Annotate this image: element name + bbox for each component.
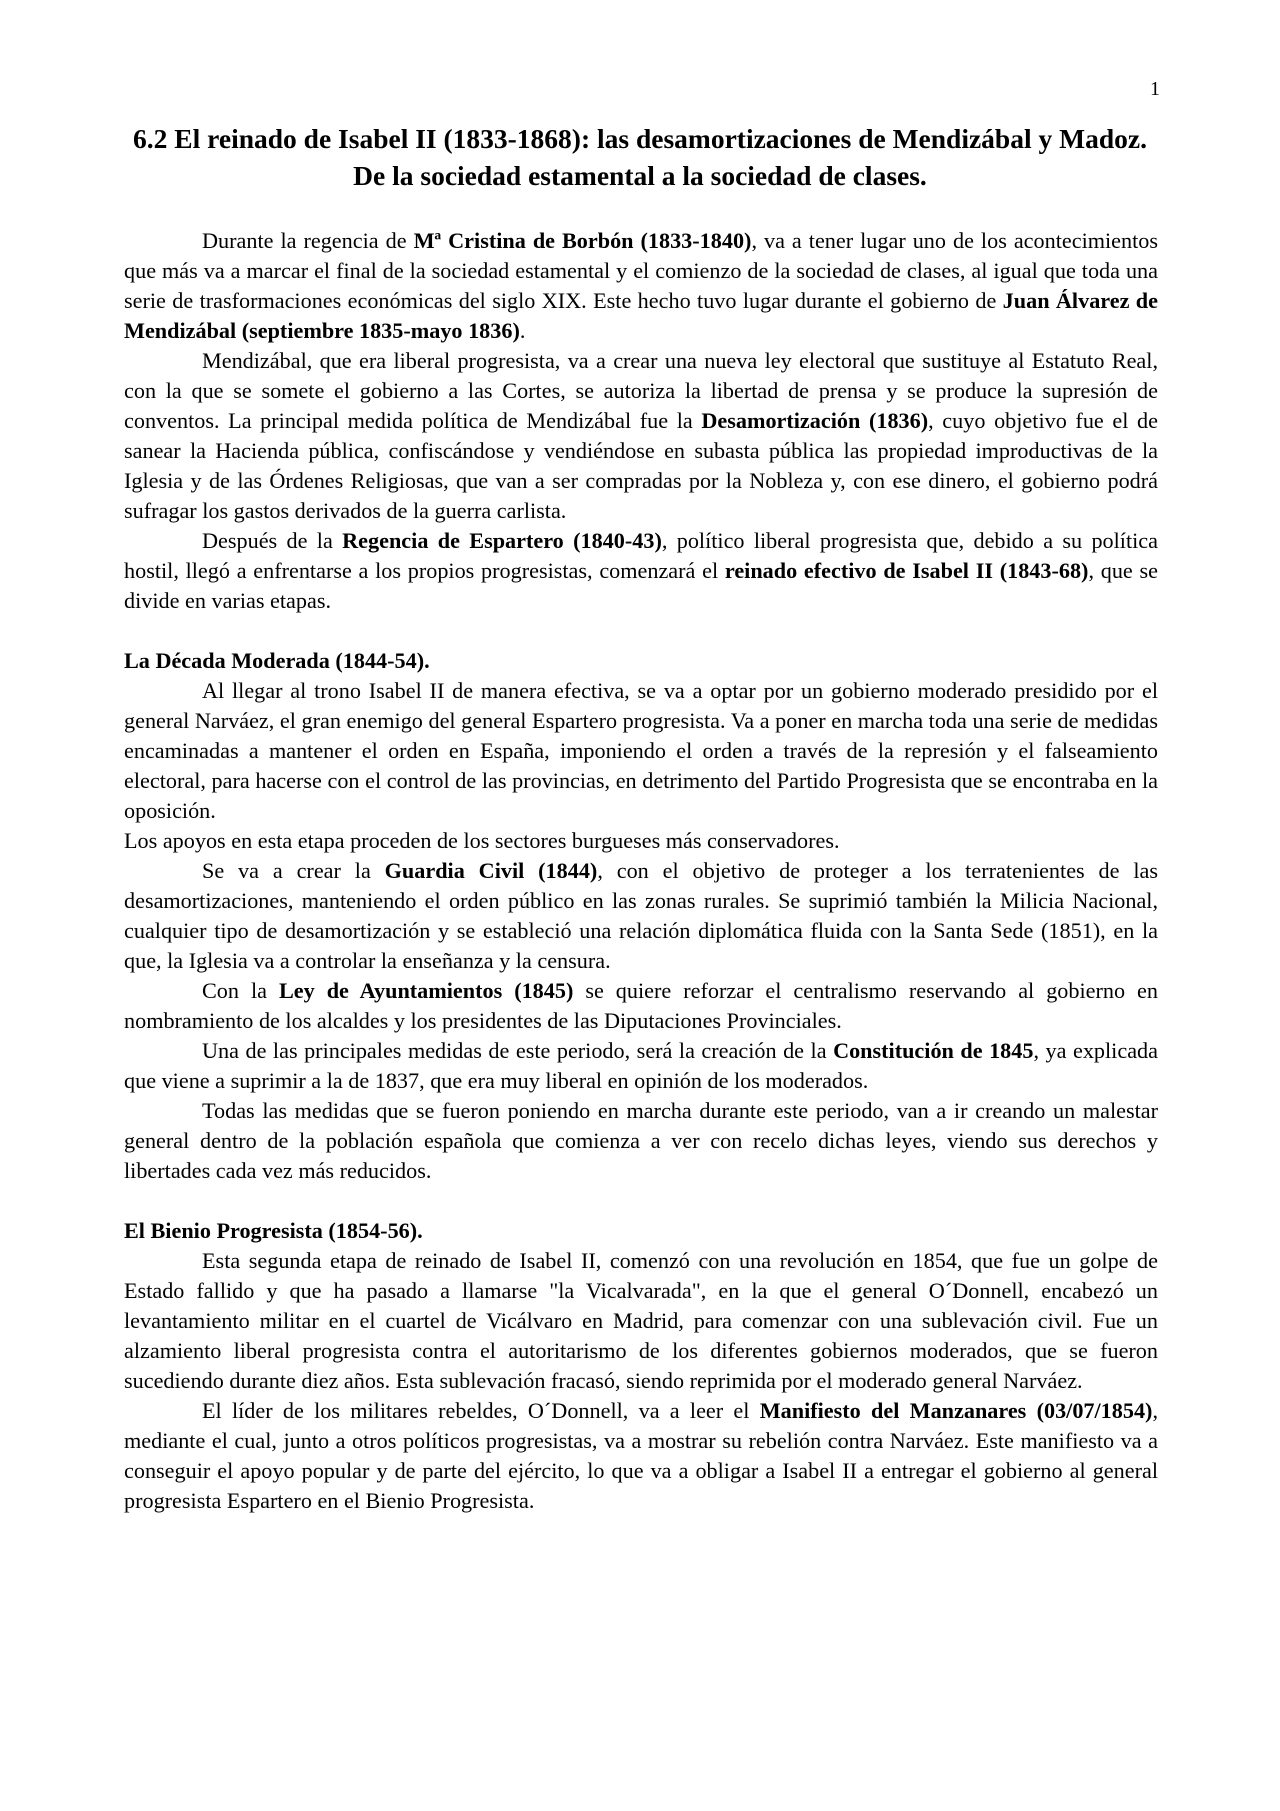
intro-paragraph-3: [124, 526, 1158, 616]
bienio-paragraph-2: [124, 1396, 1158, 1516]
section-heading-decada: La Década Moderada (1844-54).: [124, 648, 430, 673]
text-run: , ya explicada que viene a suprimir a la de 1837, que era muy liberal en opinión de los moderados.: [124, 1038, 1158, 1093]
bold-run: Guardia Civil (1844): [384, 858, 598, 883]
text-run: Se va a crear la: [202, 858, 385, 883]
text-run: El líder de los militares rebeldes, O´Donnell, va a leer el: [202, 1398, 760, 1423]
decada-paragraph-3: [124, 856, 1158, 976]
text-run: Durante la regencia de: [202, 228, 414, 253]
decada-paragraph-5: [124, 1036, 1158, 1096]
section-heading-bienio: El Bienio Progresista (1854-56).: [124, 1218, 423, 1243]
text-run: Después de la: [202, 528, 343, 553]
bold-run: Regencia de Espartero (1840-43): [342, 528, 662, 553]
page-number: 1: [1150, 78, 1160, 100]
text-run: , cuyo objetivo fue el de sanear la Hacienda pública, confiscándose y vendiéndose en subasta pública las propiedad improductivas de la Iglesia y de las Órdenes Religiosas, que van a ser compradas por la Nobleza y, con ese dinero, el gobierno podrá sufragar los gastos derivados de la guerra carlista.: [124, 408, 1158, 523]
text-run: , que se divide en varias etapas.: [124, 558, 1158, 613]
bold-run: Desamortización (1836): [701, 408, 929, 433]
text-run: , mediante el cual, junto a otros políticos progresistas, va a mostrar su rebelión contra Narváez. Este manifiesto va a conseguir el apoyo popular y de parte del ejército, lo que va a obligar a Isabel II a entregar el gobierno al general progresista Espartero en el Bienio Progresista.: [124, 1398, 1158, 1513]
text-run: .: [519, 318, 526, 343]
intro-paragraph-1: [124, 226, 1158, 346]
bold-run: reinado efectivo de Isabel II (1843-68): [724, 558, 1089, 583]
spacer: [124, 616, 1158, 646]
bienio-paragraph-1: Esta segunda etapa de reinado de Isabel II, comenzó con una revolución en 1854, que fue un golpe de Estado fallido y que ha pasado a llamarse "la Vicalvarada", en la que el general O´Donnell, encabezó un levantamiento militar en el cuartel de Vicálvaro en Madrid, para comenzar con una sublevación civil. Fue un alzamiento liberal progresista contra el autoritarismo de los diferentes gobiernos moderados, que se fueron sucediendo durante diez años. Esta sublevación fracasó, siendo reprimida por el moderado general Narváez.: [124, 1248, 1158, 1393]
bold-run: Ley de Ayuntamientos (1845): [278, 978, 574, 1003]
decada-paragraph-4: [124, 976, 1158, 1036]
text-run: , político liberal progresista que, debido a su política hostil, llegó a enfrentarse a los propios progresistas, comenzará el: [124, 528, 1158, 583]
text-run: Mendizábal, que era liberal progresista, va a crear una nueva ley electoral que sustituye al Estatuto Real, con la que se somete el gobierno a las Cortes, se autoriza la libertad de prensa y se produce la supresión de conventos. La principal medida política de Mendizábal fue la: [124, 348, 1158, 433]
text-run: se quiere reforzar el centralismo reservando al gobierno en nombramiento de los alcaldes y los presidentes de las Diputaciones Provinciales.: [124, 978, 1158, 1033]
text-run: Con la: [202, 978, 279, 1003]
text-run: Una de las principales medidas de este periodo, será la creación de la: [202, 1038, 834, 1063]
decada-paragraph-6: Todas las medidas que se fueron poniendo en marcha durante este periodo, van a ir creando un malestar general dentro de la población española que comienza a ver con recelo dichas leyes, viendo sus derechos y libertades cada vez más reducidos.: [124, 1098, 1158, 1183]
decada-paragraph-1: Al llegar al trono Isabel II de manera efectiva, se va a optar por un gobierno moderado presidido por el general Narváez, el gran enemigo del general Espartero progresista. Va a poner en marcha toda una serie de medidas encaminadas a mantener el orden en España, imponiendo el orden a través de la represión y el falseamiento electoral, para hacerse con el control de las provincias, en detrimento del Partido Progresista que se encontraba en la oposición.: [124, 678, 1158, 823]
bold-run: Mª Cristina de Borbón (1833-1840): [413, 228, 752, 253]
text-run: , con el objetivo de proteger a los terratenientes de las desamortizaciones, manteniendo el orden público en las zonas rurales. Se suprimió también la Milicia Nacional, cualquier tipo de desamortización y se estableció una relación diplomática fluida con la Santa Sede (1851), en la que, la Iglesia va a controlar la enseñanza y la censura.: [124, 858, 1159, 973]
document-body: [124, 226, 1158, 1516]
bold-run: Manifiesto del Manzanares (03/07/1854): [759, 1398, 1153, 1423]
decada-paragraph-2: Los apoyos en esta etapa proceden de los sectores burgueses más conservadores.: [124, 828, 840, 853]
spacer: [124, 1186, 1158, 1216]
text-run: , va a tener lugar uno de los acontecimientos que más va a marcar el final de la sociedad estamental y el comienzo de la sociedad de clases, al igual que toda una serie de trasformaciones económicas del siglo XIX. Este hecho tuvo lugar durante el gobierno de: [124, 228, 1158, 313]
document-title: 6.2 El reinado de Isabel II (1833-1868): las desamortizaciones de Mendizábal y Madoz. De la sociedad estamental a la sociedad de clases.: [133, 123, 1147, 191]
bold-run: Constitución de 1845: [833, 1038, 1034, 1063]
bold-run: Juan Álvarez de Mendizábal (septiembre 1835-mayo 1836): [124, 288, 1158, 343]
intro-paragraph-2: [124, 346, 1158, 526]
